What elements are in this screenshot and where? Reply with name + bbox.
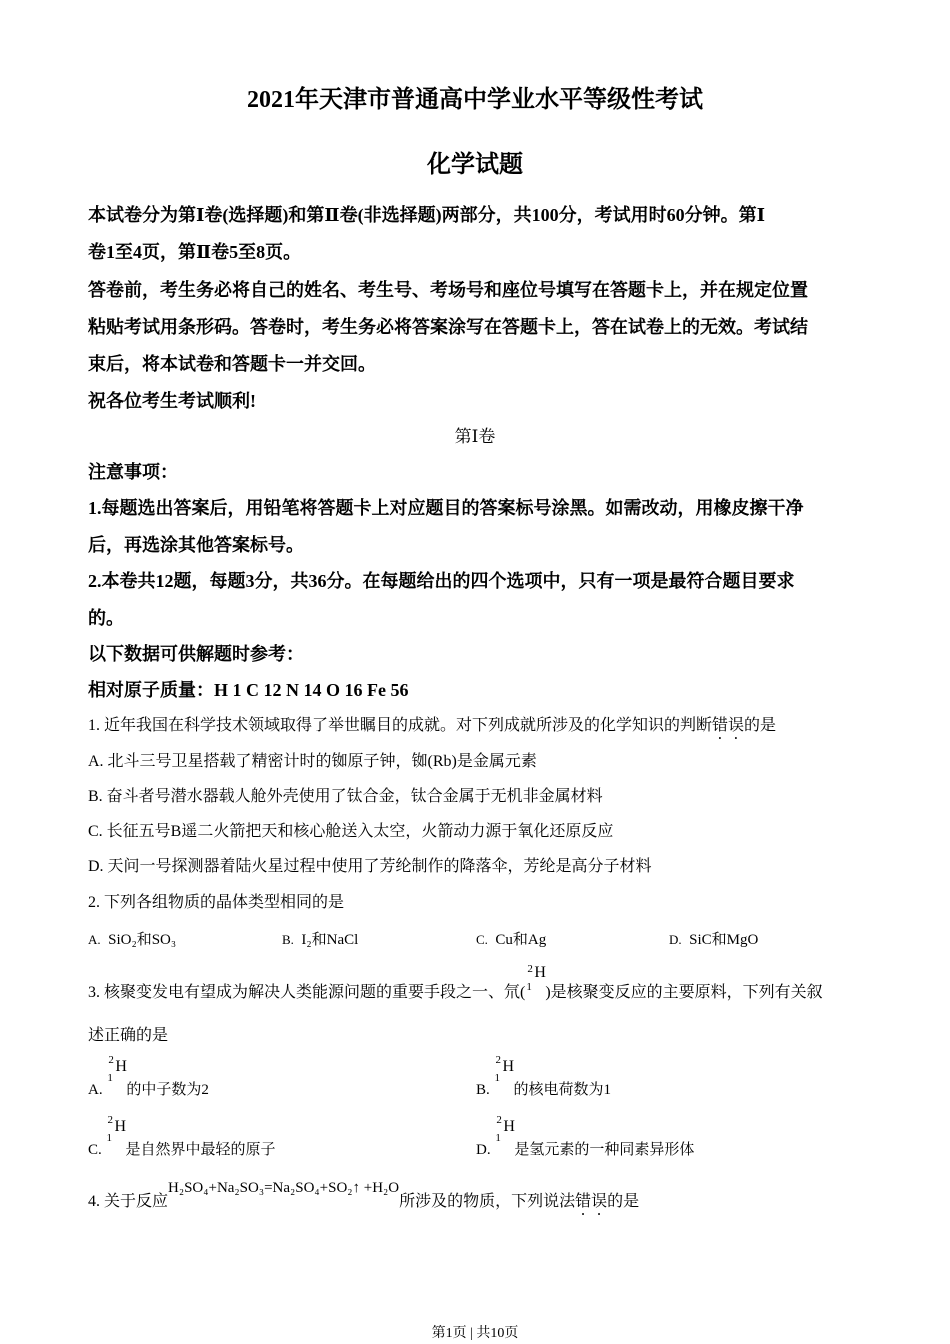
q2-option-d: D. SiC和MgO — [669, 932, 759, 948]
q1-text: 1. 近年我国在科学技术领域取得了举世瞩目的成就。对下列成就所涉及的化学知识的判断 — [88, 717, 713, 734]
q3-option-a: A. 2 1 H 的中子数为2 — [88, 1054, 209, 1098]
question-3-stem-cont: 述正确的是 — [88, 1027, 169, 1044]
q1-end: 的是 — [744, 717, 777, 734]
reaction-equation: H₂SO₄+Na₂SO₃=Na₂SO₄+SO₂↑ +H₂O — [168, 1180, 400, 1196]
notes-line: 注意事项： — [88, 462, 178, 482]
q1-option-c: C. 长征五号B遥二火箭把天和核心舱送入太空，火箭动力源于氧化还原反应 — [88, 823, 614, 840]
q4-emphasis: 错误 — [575, 1193, 608, 1210]
question-3-stem: 3. 核聚变发电有望成为解决人类能源问题的重要手段之一、氘( 2 1 H )是核聚变反应的主要原料，下列有关叙 — [88, 963, 823, 1001]
question-1-stem — [88, 714, 776, 743]
q3-option-c: C. 2 1 H 是自然界中最轻的原子 — [88, 1114, 276, 1158]
page-footer: 第1页 | 共10页 — [431, 1326, 519, 1341]
exam-subtitle: 化学试题 — [427, 152, 523, 178]
q1-option-b: B. 奋斗者号潜水器载人舱外壳使用了钛合金，钛合金属于无机非金属材料 — [88, 788, 603, 805]
q1-option-d: D. 天问一号探测器着陆火星过程中使用了芳纶制作的降落伞，芳纶是高分子材料 — [88, 858, 652, 875]
notes-line: 以下数据可供解题时参考： — [88, 644, 304, 664]
q3-option-b: B. 2 1 H 的核电荷数为1 — [476, 1054, 612, 1098]
exam-title: 2021年天津市普通高中学业水平等级性考试 — [247, 87, 703, 113]
section-heading: 第Ⅰ卷 — [454, 427, 496, 446]
notes-line: 1.每题选出答案后，用铅笔将答题卡上对应题目的答案标号涂黑。如需改动，用橡皮擦干净 — [88, 498, 804, 518]
q1-option-a: A. 北斗三号卫星搭载了精密计时的铷原子钟，铷(Rb)是金属元素 — [88, 753, 537, 770]
intro-line: 束后，将本试卷和答题卡一并交回。 — [88, 354, 376, 374]
q2-option-c: C. Cu和Ag — [476, 932, 547, 948]
intro-line: 本试卷分为第Ⅰ卷(选择题)和第Ⅱ卷(非选择题)两部分，共100分，考试用时60分钟。第Ⅰ — [88, 205, 765, 225]
notes-line: 后，再选涂其他答案标号。 — [88, 535, 304, 555]
intro-line: 答卷前，考生务必将自己的姓名、考生号、考场号和座位号填写在答题卡上，并在规定位置 — [88, 280, 808, 300]
notes-line: 的。 — [88, 608, 124, 628]
question-2-stem: 2. 下列各组物质的晶体类型相同的是 — [88, 894, 345, 911]
atomic-masses: 相对原子质量：H 1 C 12 N 14 O 16 Fe 56 — [88, 680, 409, 700]
notes-line: 2.本卷共12题，每题3分，共36分。在每题给出的四个选项中，只有一项是最符合题目要求 — [88, 571, 795, 591]
q1-emphasis: 错误 — [712, 717, 745, 734]
deuterium-symbol: 2 1 H — [526, 963, 546, 993]
q3-option-d: D. 2 1 H 是氢元素的一种同素异形体 — [476, 1114, 695, 1158]
q2-option-b: B. I₂和NaCl — [282, 932, 359, 948]
intro-line: 祝各位考生考试顺利! — [88, 391, 256, 411]
q2-option-a: A. SiO₂和SO₃ — [88, 932, 177, 948]
intro-line: 卷1至4页，第Ⅱ卷5至8页。 — [88, 242, 302, 262]
intro-line: 粘贴考试用条形码。答卷时，考生务必将答案涂写在答题卡上，答在试卷上的无效。考试结 — [88, 317, 808, 337]
question-4-stem: 4. 关于反应H₂SO₄+Na₂SO₃=Na₂SO₄+SO₂↑ +H₂O所涉及的物质，下列说法错误的是 — [88, 1190, 639, 1219]
